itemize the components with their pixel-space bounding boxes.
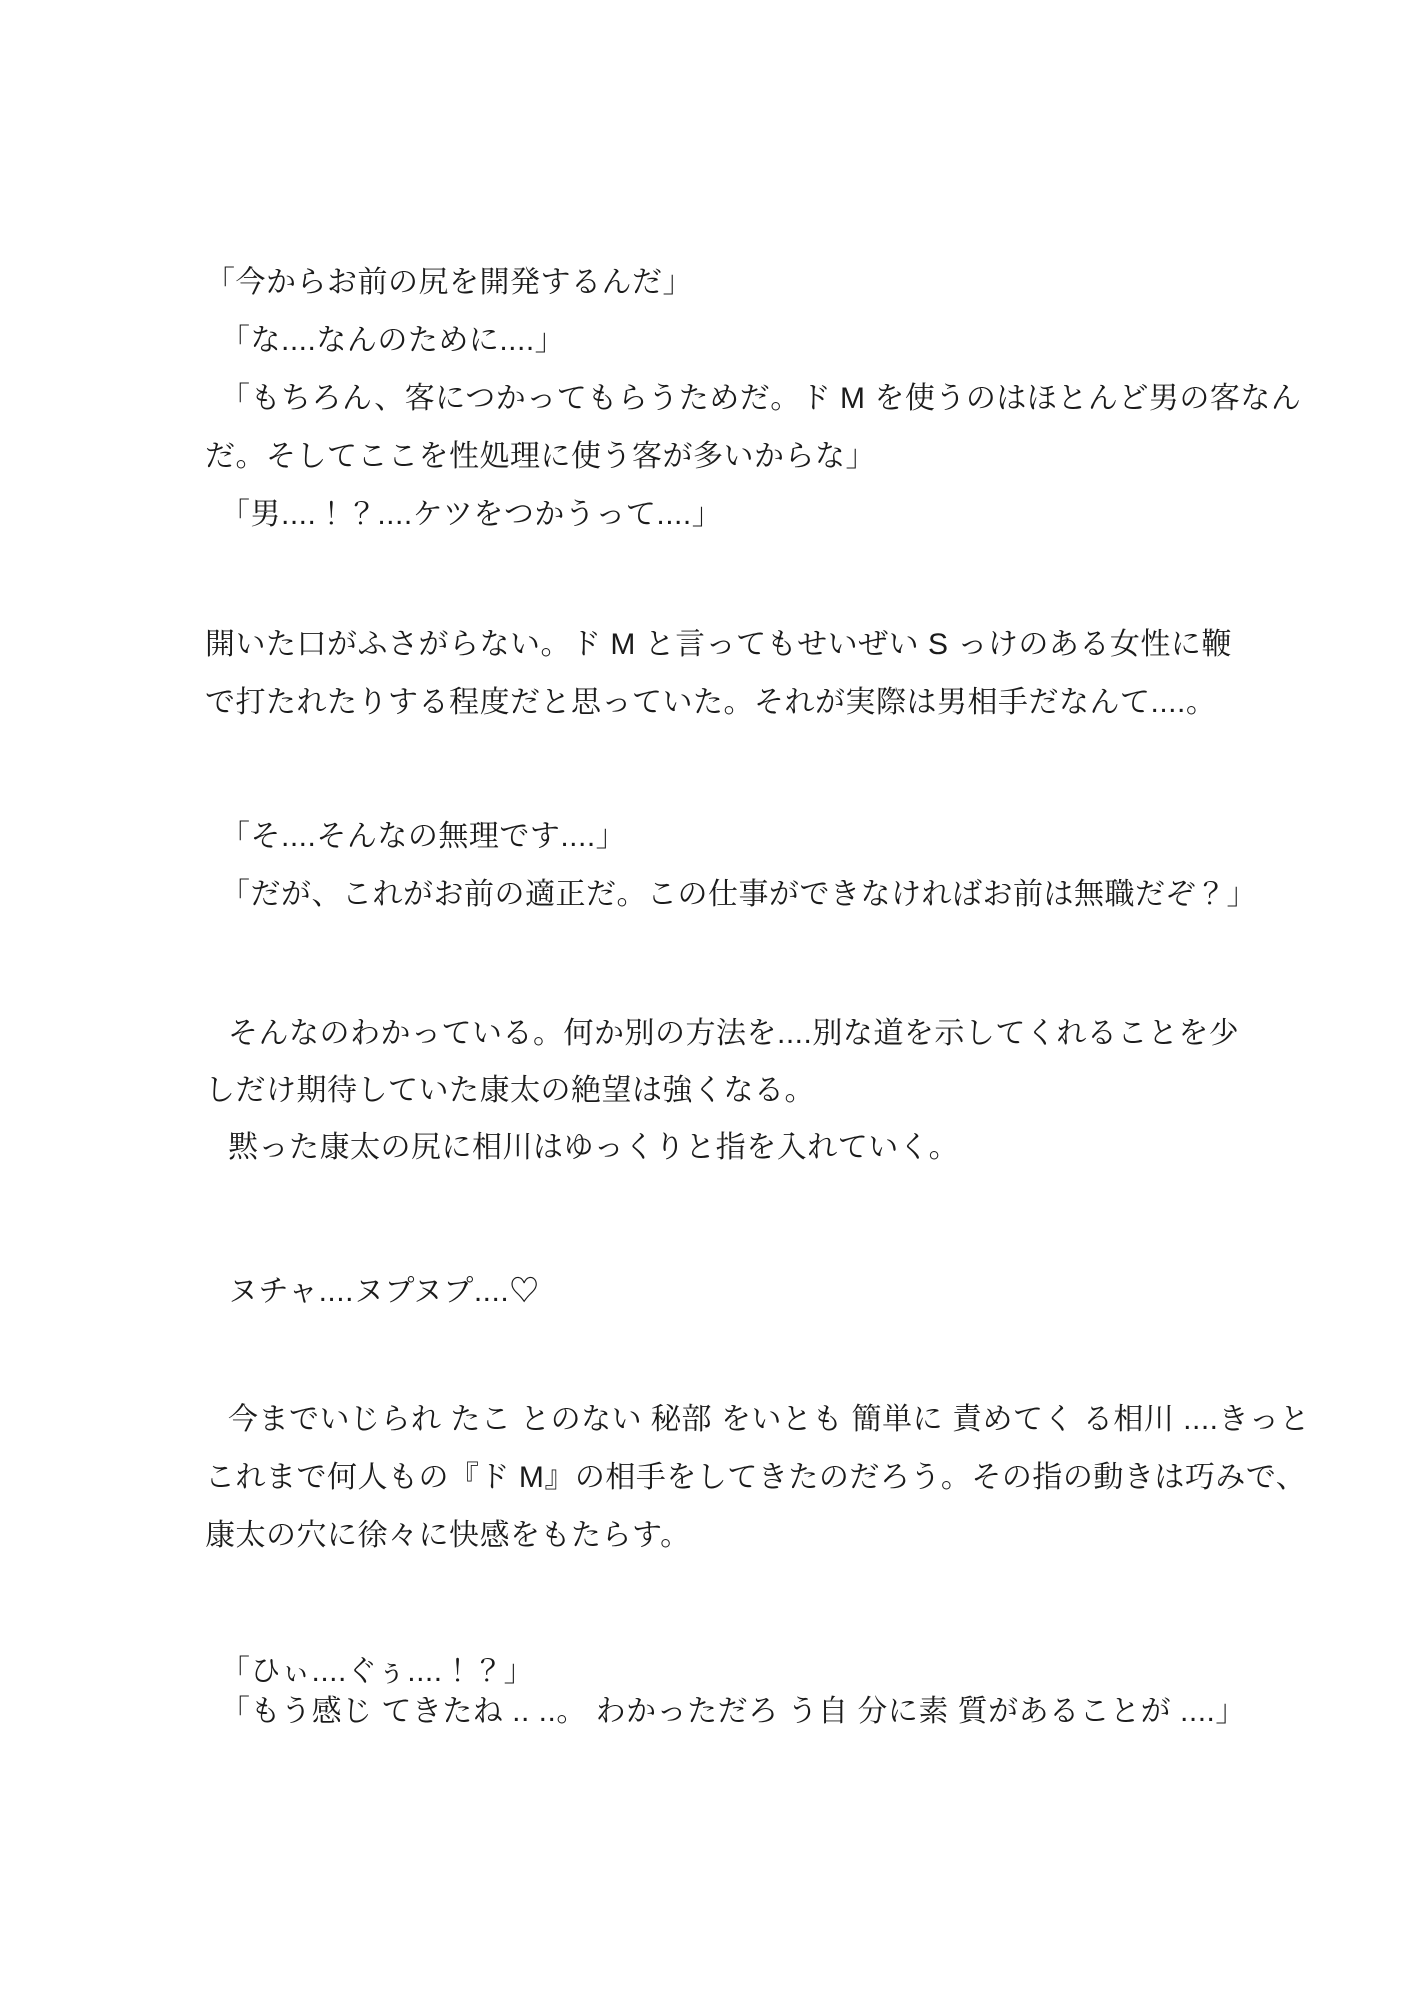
text-line-dialogue: だ。そしてここを性処理に使う客が多いからな」 bbox=[205, 440, 876, 473]
text-line-dialogue: 「だが、これがお前の適正だ。この仕事ができなければお前は無職だぞ？」 bbox=[220, 878, 1257, 911]
text-line-narration: しだけ期待していた康太の絶望は強くなる。 bbox=[205, 1074, 815, 1107]
text-line-narration: で打たれたりする程度だと思っていた。それが実際は男相手だなんて....。 bbox=[205, 686, 1217, 719]
text-line-dialogue: 「今からお前の尻を開発するんだ」 bbox=[205, 266, 693, 299]
text-line-dialogue: 「そ....そんなの無理です....」 bbox=[220, 820, 627, 853]
text-line-dialogue: 「男....！？....ケツをつかうって....」 bbox=[220, 498, 723, 531]
text-line-dialogue: 「ひぃ....ぐぅ....！？」 bbox=[220, 1655, 535, 1688]
text-line-narration: そんなのわかっている。何か別の方法を....別な道を示してくれることを少 bbox=[228, 1017, 1240, 1050]
text-line-narration: 黙った康太の尻に相川はゆっくりと指を入れていく。 bbox=[228, 1131, 960, 1164]
text-line-narration: 今までいじられ たこ とのない 秘部 をいとも 簡単に 責めてく る相川 ....きっと bbox=[228, 1403, 1311, 1436]
text-line-sfx: ヌチャ....ヌプヌプ....♡ bbox=[228, 1275, 540, 1308]
text-line-narration: 開いた口がふさがらない。ド M と言ってもせいぜい S っけのある女性に鞭 bbox=[205, 628, 1232, 661]
text-line-dialogue: 「もう感じ てきたね .. ..。 わかっただろ う自 分に素 質があることが ....」 bbox=[220, 1695, 1246, 1728]
text-line-narration: 康太の穴に徐々に快感をもたらす。 bbox=[205, 1519, 691, 1552]
text-line-dialogue: 「もちろん、客につかってもらうためだ。ド M を使うのはほとんど男の客なん bbox=[220, 382, 1302, 415]
text-line-narration: これまで何人もの『ド M』の相手をしてきたのだろう。その指の動きは巧みで、 bbox=[205, 1461, 1307, 1494]
text-line-dialogue: 「な....なんのために....」 bbox=[220, 324, 566, 357]
